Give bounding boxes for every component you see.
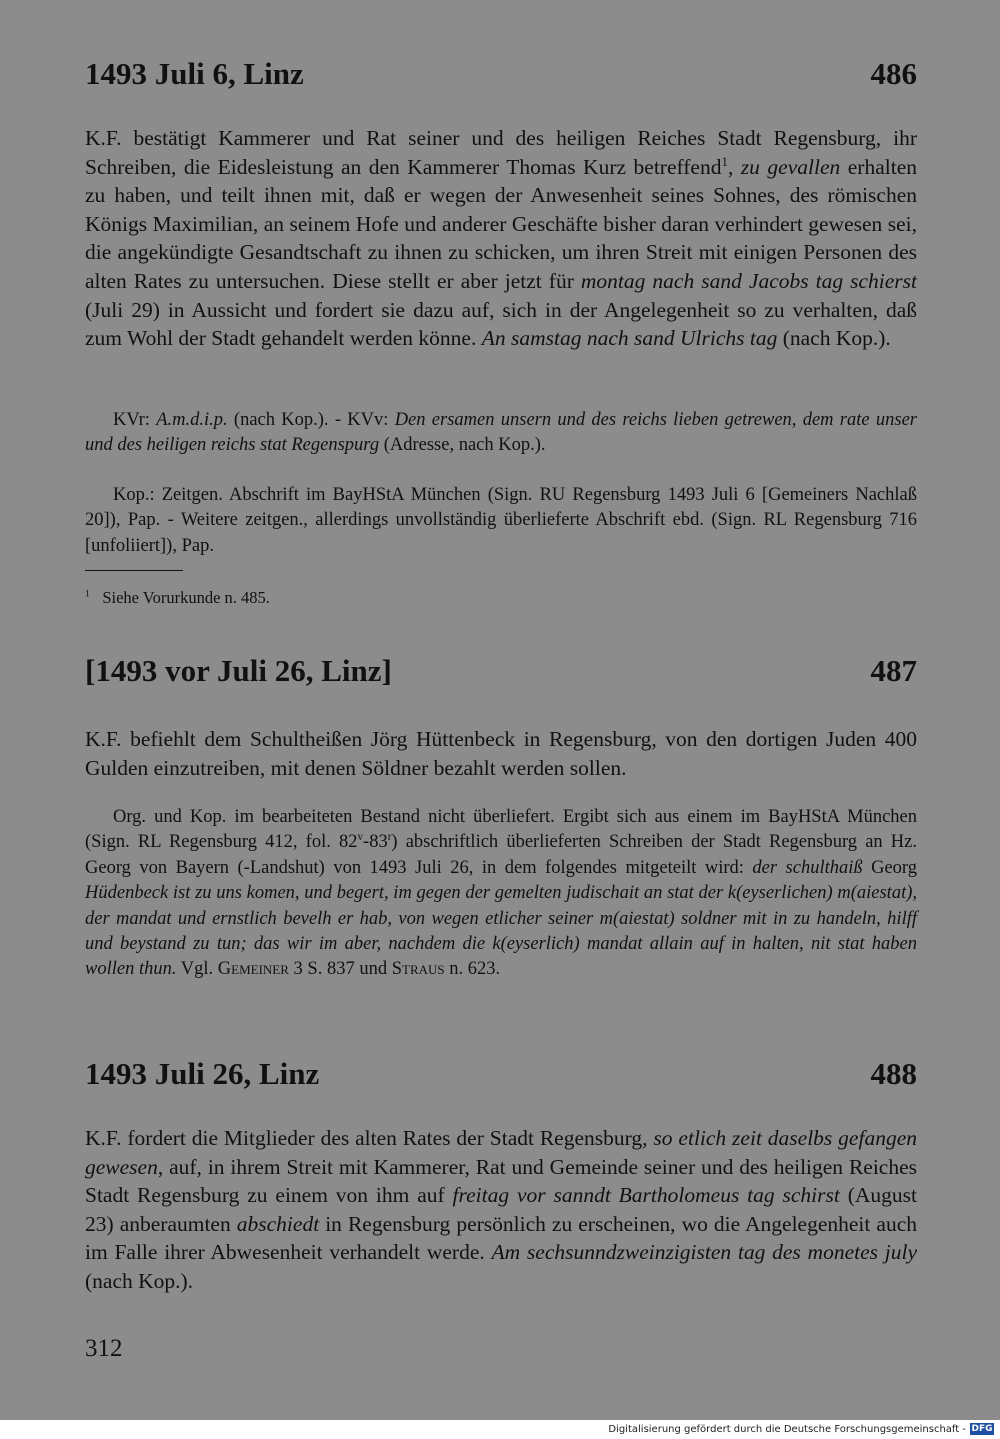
entry-heading-487: [85, 651, 917, 691]
entry-number: 487: [870, 653, 917, 688]
footnote-divider: [85, 570, 183, 571]
dfg-footer: [608, 1421, 994, 1437]
entry-note-487: Org. und Kop. im bearbeiteten Bestand nicht überliefert. Ergibt sich aus einem im BayHStA München (Sign. RL Regensburg 412, fol. 82$^v$-83$^r$) abschriftlich überlieferten Schreiben der Stadt Regensburg an Hz. Georg von Bayern (-Landshut) von 1493 Juli 26, in dem folgendes mitgeteilt wird: der schulthaiß Georg Hüdenbeck ist zu uns komen, und begert, im gegen der gemelten judischait an stat der k(eyserlichen) m(aiestat), der mandat und ernstlich bevelh er hab, von wegen etlicher seiner m(aiestat) soldner mit in zu handeln, hilff und beystand zu tun; das wir im aber, nachdem die k(eyserlich) mandat allain auf in halten, nit stat haben wollen thun. Vgl. Gemeiner 3 S. 837 und Straus n. 623.: [85, 807, 918, 980]
entry-date: [1493 vor Juli 26, Linz]: [85, 653, 392, 688]
dfg-logo-icon: DFG: [971, 1424, 993, 1434]
footnote-reference: 1: [721, 154, 728, 169]
entry-heading-486: [85, 54, 917, 94]
entry-heading-488: [85, 1054, 917, 1094]
entry-note-kv-486: KVr: A.m.d.i.p. (nach Kop.). - KVv: Den ersamen unsern und des reichs lieben getrewen, dem rate unser und des heiligen reichs stat Regenspurg (Adresse, nach Kop.).: [85, 410, 918, 456]
entry-body-486: K.F. bestätigt Kammerer und Rat seiner und des heiligen Reiches Stadt Regensburg, ihr Schreiben, die Eidesleistung an den Kammerer Thomas Kurz betreffend$^1$, zu gevallen erhalten zu haben, und teilt ihnen mit, daß er wegen der Anwesenheit seines Sohnes, des römischen Königs Maximilian, an seinem Hofe und anderer Geschäfte bisher daran verhindert gewesen sei, die angekündigte Gesandtschaft zu ihnen zu schicken, um ihren Streit mit einigen Personen des alten Rates zu untersuchen. Diese stellt er aber jetzt für montag nach sand Jacobs tag schierst (Juli 29) in Aussicht und fordert sie dazu auf, sich in der Angelegenheit so zu verhalten, daß zum Wohl der Stadt gehandelt werden könne. An samstag nach sand Ulrichs tag (nach Kop.).: [85, 126, 918, 351]
footnote: $^1$ Siehe Vorurkunde n. 485.: [85, 588, 270, 607]
entry-body-488: K.F. fordert die Mitglieder des alten Rates der Stadt Regensburg, so etlich zeit daselbs gefangen gewesen, auf, in ihrem Streit mit Kammerer, Rat und Gemeinde seiner und des heiligen Reiches Stadt Regensburg zu einem von ihm auf freitag vor sanndt Bartholomeus tag schirst (August 23) anberaumten abschiedt in Regensburg persönlich zu erscheinen, wo die Angelegenheit auch im Falle ihrer Abwesenheit verhandelt werde. Am sechsunndzweinzigisten tag des monetes july (nach Kop.).: [85, 1126, 918, 1293]
entry-date: 1493 Juli 6, Linz: [85, 56, 304, 91]
entry-number: 488: [870, 1056, 917, 1091]
page-number: 312: [85, 1335, 123, 1362]
entry-body-487: K.F. befiehlt dem Schultheißen Jörg Hüttenbeck in Regensburg, von den dortigen Juden 400 Gulden einzutreiben, mit denen Söldner bezahlt werden sollen.: [85, 727, 917, 780]
entry-note-kop-486: Kop.: Zeitgen. Abschrift im BayHStA München (Sign. RU Regensburg 1493 Juli 6 [Gemeiners Nachlaß 20]), Pap. - Weitere zeitgen., allerdings unvollständig überlieferte Abschrift ebd. (Sign. RL Regensburg 716 [unfoliiert]), Pap.: [85, 485, 917, 556]
footer-text: Digitalisierung gefördert durch die Deutsche Forschungsgemeinschaft -: [608, 1423, 966, 1435]
entry-number: 486: [870, 56, 917, 91]
entry-date: 1493 Juli 26, Linz: [85, 1056, 320, 1091]
footnote-mark: 1: [85, 588, 90, 600]
